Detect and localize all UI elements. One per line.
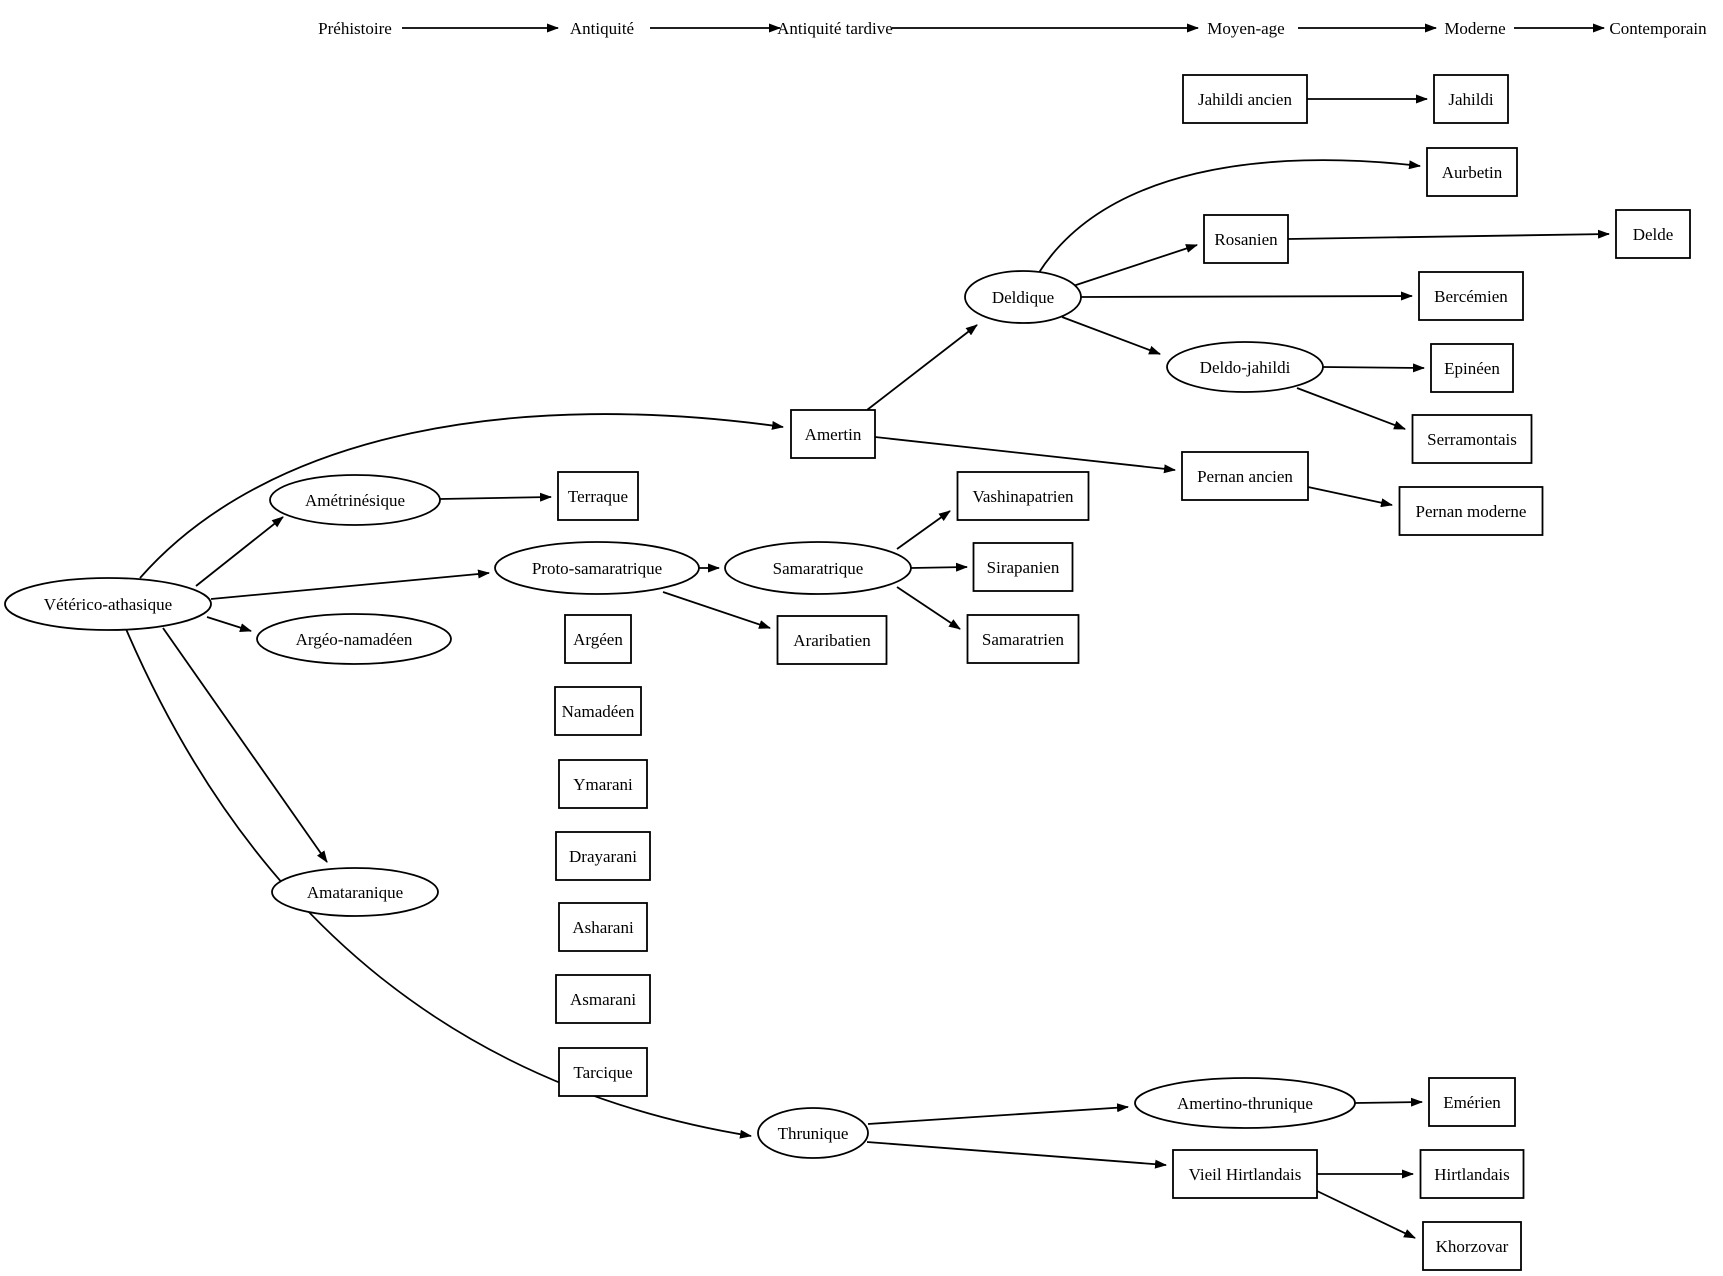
node-label: Samaratrique — [772, 559, 864, 578]
node-delde — [1616, 210, 1690, 258]
node-ymarani — [559, 760, 647, 808]
node-label: Khorzovar — [1435, 1237, 1509, 1256]
node-label: Serramontais — [1427, 430, 1517, 449]
timeline-era-label: Préhistoire — [318, 19, 392, 38]
node-label: Emérien — [1443, 1093, 1501, 1112]
node-label: Sirapanien — [986, 558, 1060, 577]
node-pernan-ancien — [1182, 452, 1308, 500]
node-label: Asmarani — [569, 990, 637, 1009]
node-tarcique — [559, 1048, 647, 1096]
edge-amertin-to-deldique — [867, 325, 977, 410]
edge-deldique-to-deldo-jahildi — [1062, 317, 1160, 354]
node-vieil-hirtlandais — [1173, 1150, 1317, 1198]
timeline-era-label: Contemporain — [1609, 19, 1707, 38]
edge-deldique-to-rosanien — [1073, 245, 1197, 286]
node-label: Delde — [1632, 225, 1674, 244]
edge-veterico-athasique-to-argeo-namadeen — [207, 617, 251, 631]
timeline-era-label: Antiquité — [569, 19, 635, 38]
node-epineen — [1431, 344, 1513, 392]
edge-samaratrique-to-sirapanien — [911, 567, 967, 568]
node-label: Argéen — [573, 630, 623, 649]
node-aurbetin — [1427, 148, 1517, 196]
node-amertino-thrunique — [1135, 1078, 1355, 1128]
node-label: Vieil Hirtlandais — [1188, 1165, 1302, 1184]
node-proto-samaratrique — [495, 542, 699, 594]
node-label: Tarcique — [573, 1063, 633, 1082]
node-asharani — [559, 903, 647, 951]
node-khorzovar — [1423, 1222, 1521, 1270]
node-label: Drayarani — [569, 847, 637, 866]
edge-proto-samaratrique-to-araribatien — [663, 592, 770, 628]
node-label: Ymarani — [573, 775, 633, 794]
edge-veterico-athasique-to-proto-samaratrique — [211, 573, 489, 599]
node-label: Argéo-namadéen — [295, 630, 413, 649]
timeline-era-label: Moyen-age — [1207, 19, 1285, 38]
node-amertin — [791, 410, 875, 458]
node-jahildi-ancien — [1183, 75, 1307, 123]
edge-veterico-athasique-to-ametrinesique — [196, 517, 283, 586]
node-label: Jahildi — [1448, 90, 1494, 109]
node-sirapanien — [974, 543, 1073, 591]
timeline-era-label: Moderne — [1444, 19, 1506, 38]
nodes-layer — [5, 75, 1690, 1270]
node-asmarani — [556, 975, 650, 1023]
timeline — [318, 19, 1707, 38]
node-jahildi — [1434, 75, 1508, 123]
node-label: Amertin — [804, 425, 862, 444]
edge-deldo-jahildi-to-epineen — [1323, 367, 1424, 368]
edge-rosanien-to-delde — [1288, 234, 1609, 239]
node-label: Thrunique — [777, 1124, 849, 1143]
node-label: Rosanien — [1214, 230, 1278, 249]
edge-deldique-to-bercemien — [1081, 296, 1412, 297]
node-label: Samaratrien — [981, 630, 1065, 649]
edge-veterico-athasique-to-thrunique — [126, 629, 751, 1136]
node-label: Amertino-thrunique — [1177, 1094, 1313, 1113]
node-argeen — [565, 615, 631, 663]
node-label: Bercémien — [1434, 287, 1508, 306]
node-terraque — [558, 472, 638, 520]
node-label: Proto-samaratrique — [531, 559, 663, 578]
node-samaratrique — [725, 542, 911, 594]
edge-deldo-jahildi-to-serramontais — [1297, 388, 1405, 429]
node-label: Pernan moderne — [1415, 502, 1527, 521]
node-argeo-namadeen — [257, 614, 451, 664]
node-label: Hirtlandais — [1434, 1165, 1510, 1184]
node-label: Terraque — [567, 487, 629, 506]
node-label: Pernan ancien — [1197, 467, 1293, 486]
node-label: Vashinapatrien — [972, 487, 1074, 506]
node-veterico-athasique — [5, 578, 211, 630]
node-label: Deldo-jahildi — [1199, 358, 1291, 377]
node-deldique — [965, 271, 1081, 323]
node-namadeen — [555, 687, 641, 735]
node-serramontais — [1413, 415, 1532, 463]
node-bercemien — [1419, 272, 1523, 320]
edge-amertin-to-pernan-ancien — [875, 437, 1175, 470]
timeline-era-label: Antiquité tardive — [777, 19, 893, 38]
node-ametrinesique — [270, 475, 440, 525]
edge-vieil-hirtlandais-to-khorzovar — [1317, 1191, 1415, 1238]
node-label: Amataranique — [306, 883, 404, 902]
node-rosanien — [1204, 215, 1288, 263]
node-amataranique — [272, 868, 438, 916]
node-araribatien — [778, 616, 887, 664]
node-label: Jahildi ancien — [1198, 90, 1292, 109]
edge-pernan-ancien-to-pernan-moderne — [1308, 487, 1392, 505]
node-emerien — [1429, 1078, 1515, 1126]
node-label: Vétérico-athasique — [43, 595, 173, 614]
node-label: Araribatien — [793, 631, 871, 650]
node-label: Deldique — [991, 288, 1055, 307]
edge-ametrinesique-to-terraque — [440, 497, 551, 499]
node-thrunique — [758, 1108, 868, 1158]
node-label: Epinéen — [1444, 359, 1500, 378]
node-drayarani — [556, 832, 650, 880]
node-samaratrien — [968, 615, 1079, 663]
node-hirtlandais — [1421, 1150, 1524, 1198]
node-pernan-moderne — [1400, 487, 1543, 535]
node-label: Aurbetin — [1441, 163, 1503, 182]
edge-samaratrique-to-vashinapatrien — [897, 511, 950, 549]
edge-amertino-thrunique-to-emerien — [1355, 1102, 1422, 1103]
node-deldo-jahildi — [1167, 342, 1323, 392]
edge-thrunique-to-vieil-hirtlandais — [867, 1142, 1166, 1165]
edge-veterico-athasique-to-amataranique — [163, 628, 327, 862]
node-vashinapatrien — [958, 472, 1089, 520]
node-label: Namadéen — [561, 702, 635, 721]
node-label: Amétrinésique — [304, 491, 406, 510]
edge-samaratrique-to-samaratrien — [897, 587, 960, 629]
edges-layer — [126, 99, 1609, 1238]
node-label: Asharani — [572, 918, 634, 937]
edge-thrunique-to-amertino-thrunique — [868, 1107, 1128, 1124]
